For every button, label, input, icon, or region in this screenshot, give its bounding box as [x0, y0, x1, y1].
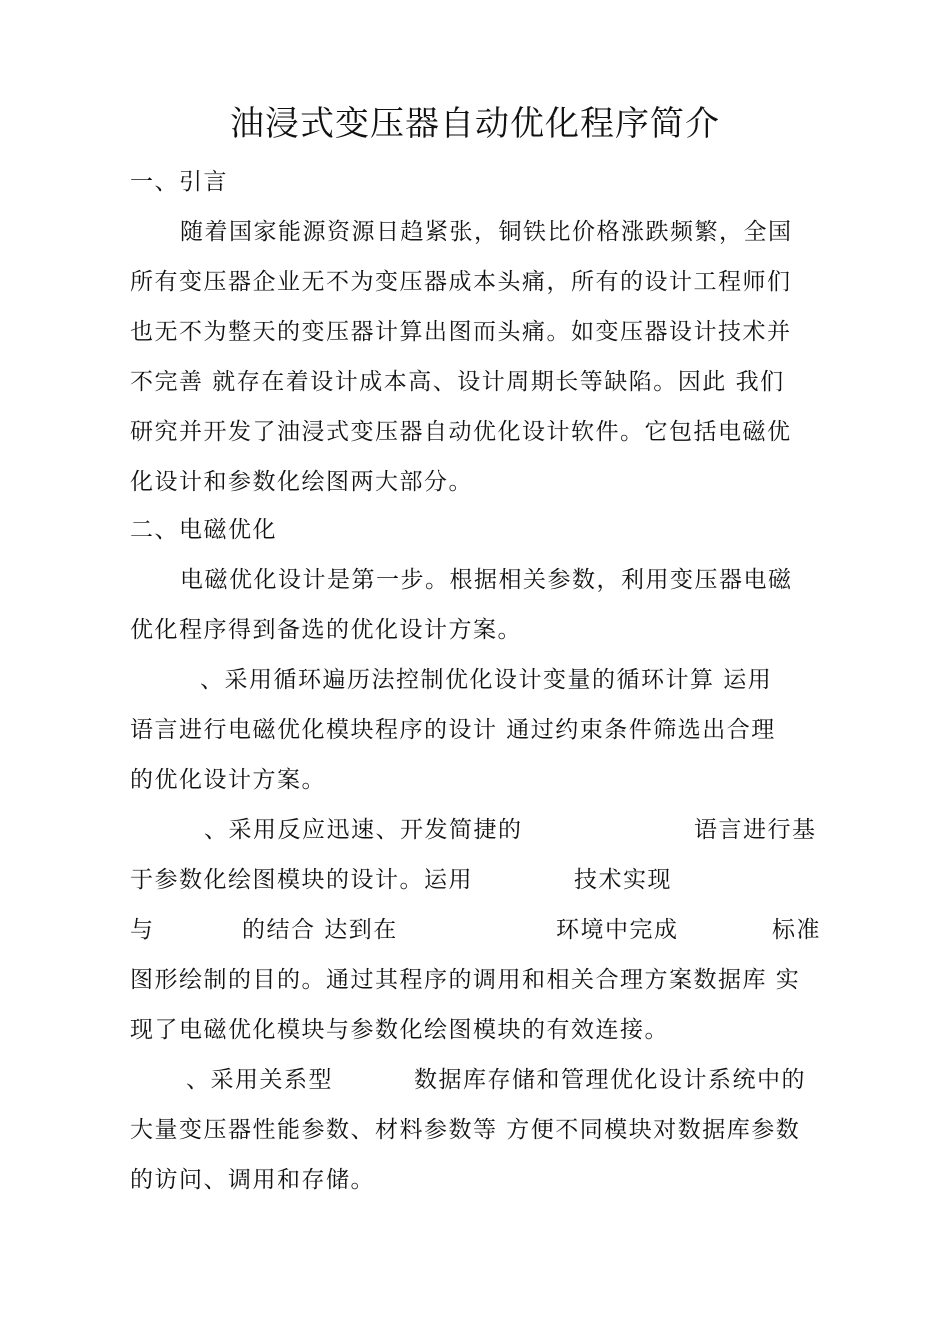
paragraph-line: 研究并开发了油浸式变压器自动优化设计软件。它包括电磁优: [130, 419, 792, 445]
paragraph-line: 、采用循环遍历法控制优化设计变量的循环计算 运用: [200, 667, 773, 693]
paragraph-line-segment: 技术实现: [574, 867, 672, 893]
paragraph-line-segment: 、采用反应迅速、开发简捷的: [204, 817, 523, 843]
paragraph-line-segment: 于参数化绘图模块的设计。运用: [130, 867, 473, 893]
paragraph-line: 大量变压器性能参数、材料参数等 方便不同模块对数据库参数: [130, 1117, 801, 1143]
paragraph-line-segment: 、采用关系型: [186, 1067, 333, 1093]
paragraph-line: 语言进行电磁优化模块程序的设计 通过约束条件筛选出合理: [130, 717, 776, 743]
paragraph-line: 化设计和参数化绘图两大部分。: [130, 469, 473, 495]
paragraph-line: 电磁优化设计是第一步。根据相关参数，利用变压器电磁: [180, 567, 793, 593]
section-heading-electromagnetic: 二、电磁优化: [130, 517, 277, 543]
paragraph-line-segment: 语言进行基: [694, 817, 817, 843]
paragraph-line-segment: 环境中完成: [556, 917, 679, 943]
paragraph-line: 也无不为整天的变压器计算出图而头痛。如变压器设计技术并: [130, 319, 792, 345]
paragraph-line: 的优化设计方案。: [130, 767, 326, 793]
paragraph-line-segment: 的结合 达到在: [242, 917, 398, 943]
paragraph-line: 所有变压器企业无不为变压器成本头痛，所有的设计工程师们: [130, 269, 792, 295]
paragraph-line-segment: 标准: [772, 917, 821, 943]
document-title: 油浸式变压器自动优化程序简介: [230, 104, 720, 144]
paragraph-line: 优化程序得到备选的优化设计方案。: [130, 617, 522, 643]
paragraph-line: 的访问、调用和存储。: [130, 1167, 375, 1193]
section-heading-introduction: 一、引言: [130, 169, 228, 195]
paragraph-line: 不完善 就存在着设计成本高、设计周期长等缺陷。因此 我们: [130, 369, 785, 395]
paragraph-line-segment: 数据库存储和管理优化设计系统中的: [414, 1067, 806, 1093]
paragraph-line: 现了电磁优化模块与参数化绘图模块的有效连接。: [130, 1017, 669, 1043]
paragraph-line-segment: 与: [130, 917, 155, 943]
paragraph-line: 图形绘制的目的。通过其程序的调用和相关合理方案数据库 实: [130, 967, 801, 993]
paragraph-line: 随着国家能源资源日趋紧张，铜铁比价格涨跌频繁，全国: [180, 219, 793, 245]
